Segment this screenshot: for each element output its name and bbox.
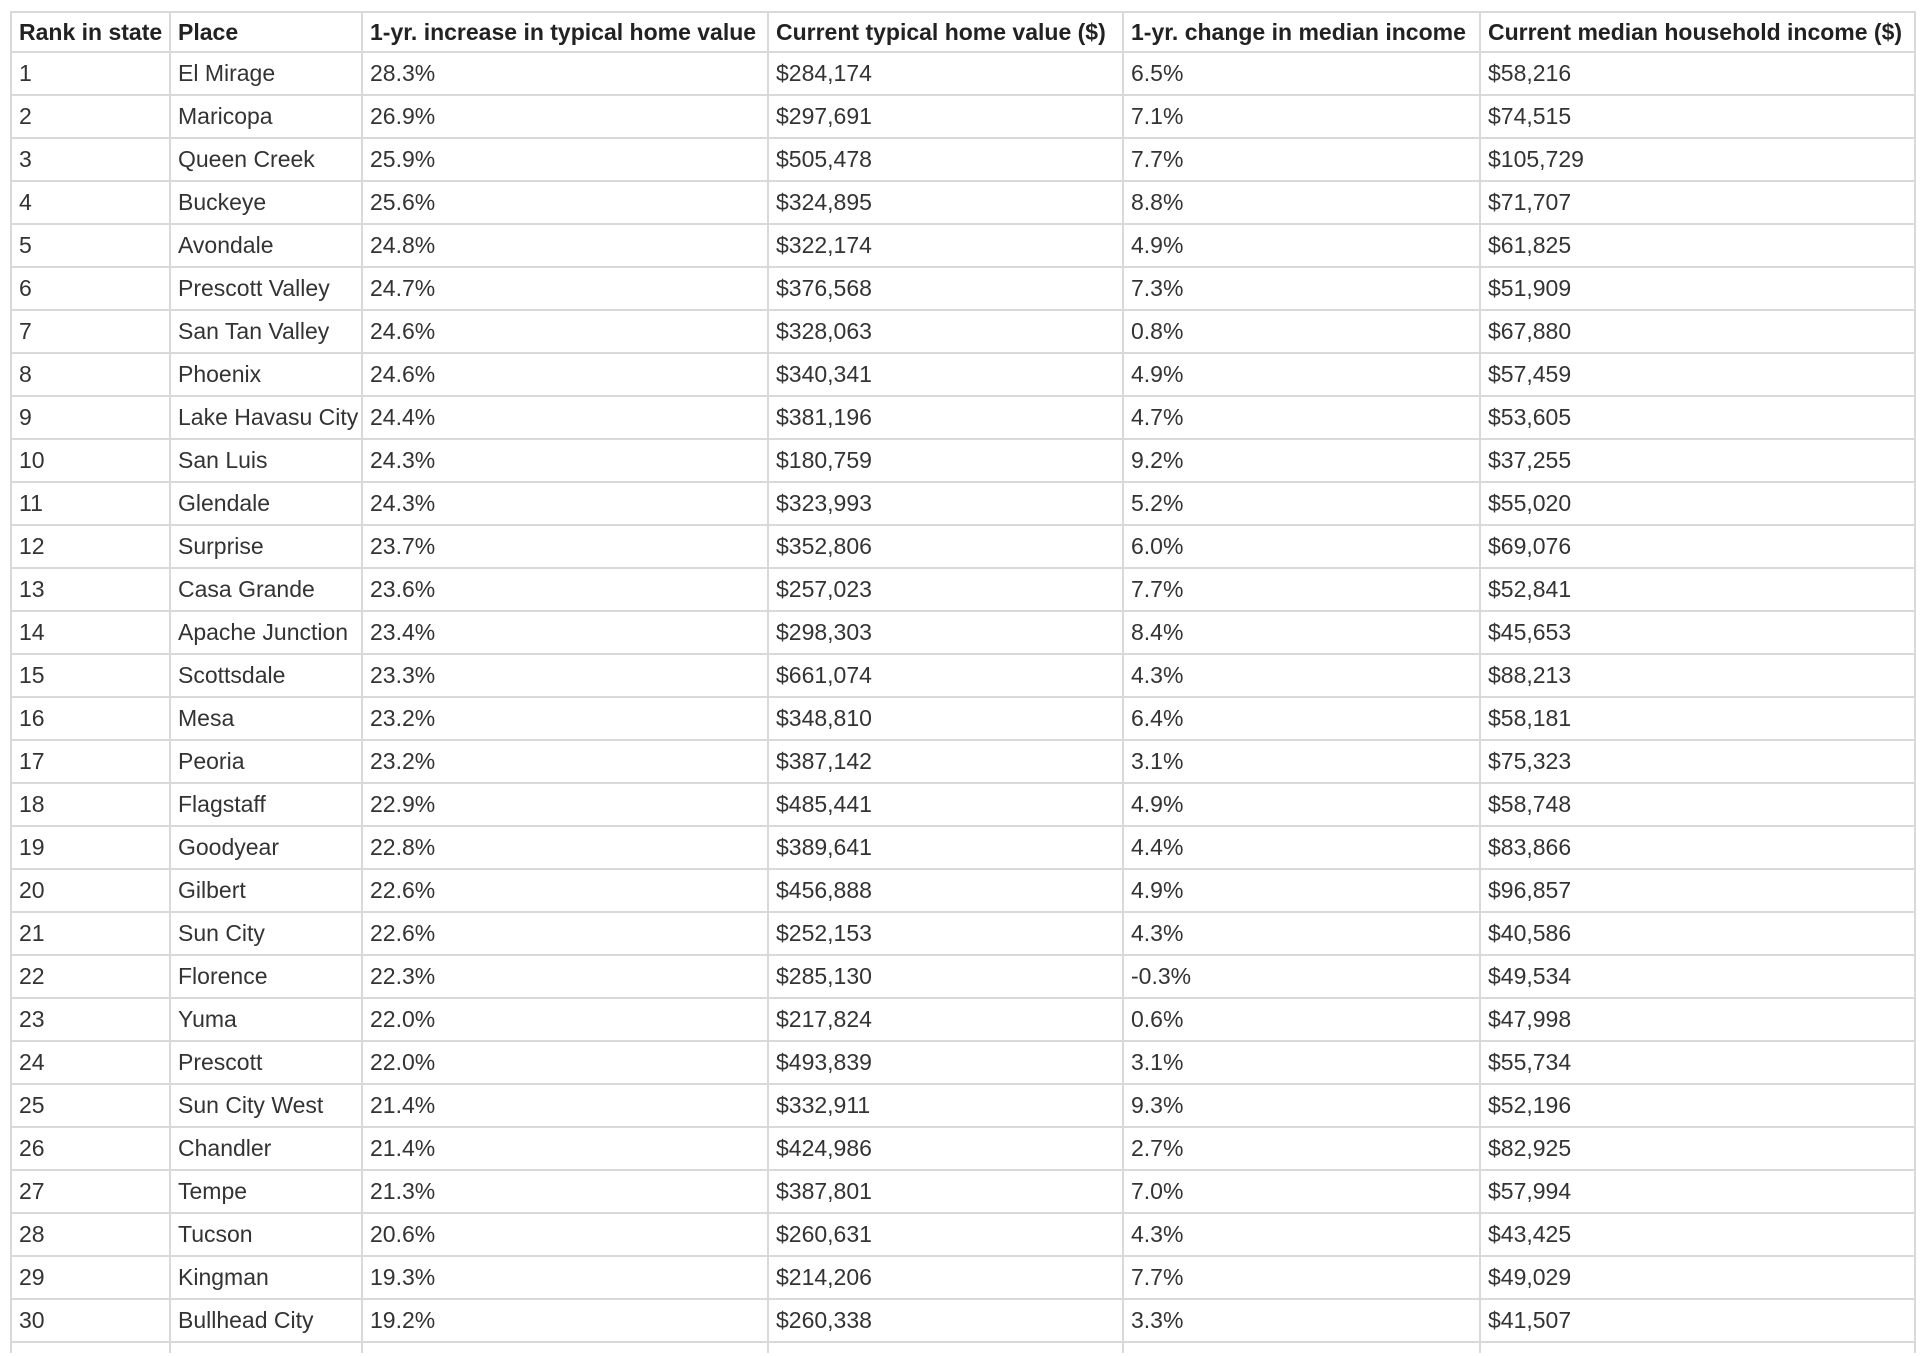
table-row [11,95,1915,138]
income-change-cell: 7.7% [1123,138,1480,181]
place-cell: Flagstaff [170,783,362,826]
rank-cell: 20 [11,869,170,912]
income-change-cell: 3.1% [1123,1041,1480,1084]
median-income-cell: $105,729 [1480,138,1915,181]
rank-cell: 5 [11,224,170,267]
home-value-cell: $493,839 [768,1041,1123,1084]
table-row [11,1084,1915,1127]
income-change-cell: 4.7% [1123,396,1480,439]
column-header-place: Place [170,12,362,52]
rank-cell: 14 [11,611,170,654]
median-income-cell: $43,425 [1480,1213,1915,1256]
median-income-cell: $71,707 [1480,181,1915,224]
home-value-cell: $332,911 [768,1084,1123,1127]
home-value-cell: $285,130 [768,955,1123,998]
home-value-increase-cell: 23.2% [362,740,768,783]
home-value-increase-cell: 22.0% [362,1041,768,1084]
median-income-cell: $61,825 [1480,224,1915,267]
place-cell: Buckeye [170,181,362,224]
home-value-increase-cell: 24.7% [362,267,768,310]
income-change-cell: 7.7% [1123,1256,1480,1299]
income-change-cell: 0.6% [1123,998,1480,1041]
rank-cell: 11 [11,482,170,525]
table-row [11,697,1915,740]
home-value-cell: $257,023 [768,568,1123,611]
table-body [11,52,1915,1353]
home-value-increase-cell: 24.3% [362,482,768,525]
median-income-cell: $52,196 [1480,1084,1915,1127]
home-value-cell: $252,153 [768,912,1123,955]
table-row [11,1170,1915,1213]
table-row [11,955,1915,998]
place-cell: San Tan Valley [170,310,362,353]
rank-cell: 22 [11,955,170,998]
place-cell: Chandler [170,1127,362,1170]
rank-cell: 24 [11,1041,170,1084]
home-value-table [10,11,1916,1353]
median-income-cell: $53,605 [1480,396,1915,439]
rank-cell: 16 [11,697,170,740]
table-row [11,138,1915,181]
income-change-cell: 8.4% [1123,611,1480,654]
table-row [11,267,1915,310]
rank-cell: 3 [11,138,170,181]
place-cell: Prescott Valley [170,267,362,310]
income-change-cell: 3.1% [1123,740,1480,783]
place-cell: Sun City West [170,1084,362,1127]
median-income-cell: $51,909 [1480,267,1915,310]
rank-cell: 17 [11,740,170,783]
income-change-cell: 7.3% [1123,267,1480,310]
income-change-cell: 4.3% [1123,1213,1480,1256]
income-change-cell: 7.0% [1123,1170,1480,1213]
income-change-cell: 0.8% [1123,310,1480,353]
home-value-cell: $260,631 [768,1213,1123,1256]
home-value-increase-cell: 25.9% [362,138,768,181]
median-income-cell: $75,323 [1480,740,1915,783]
median-income-cell: $58,216 [1480,52,1915,95]
income-change-cell: 4.9% [1123,224,1480,267]
table-row [11,52,1915,95]
home-value-increase-cell: 24.8% [362,224,768,267]
home-value-cell: $424,986 [768,1127,1123,1170]
median-income-cell: $41,507 [1480,1299,1915,1342]
table-row [11,998,1915,1041]
income-change-cell: 6.0% [1123,525,1480,568]
table-row [11,740,1915,783]
home-value-increase-cell: 24.4% [362,396,768,439]
income-change-cell: 5.2% [1123,482,1480,525]
median-income-cell: $49,534 [1480,955,1915,998]
home-value-cell: $387,801 [768,1170,1123,1213]
table-row [11,654,1915,697]
home-value-increase-cell: 23.7% [362,525,768,568]
median-income-cell: $57,994 [1480,1170,1915,1213]
income-change-cell: 2.7% [1123,1127,1480,1170]
table-row-partial [11,1342,1915,1353]
home-value-increase-cell: 24.3% [362,439,768,482]
table-row [11,525,1915,568]
home-value-cell: $389,641 [768,826,1123,869]
median-income-cell: $55,020 [1480,482,1915,525]
median-income-cell: $67,880 [1480,310,1915,353]
home-value-increase-cell: 21.4% [362,1084,768,1127]
place-cell: San Luis [170,439,362,482]
home-value-cell: $214,206 [768,1256,1123,1299]
median-income-cell: $82,925 [1480,1127,1915,1170]
median-income-cell: $57,459 [1480,353,1915,396]
place-cell: Sun City [170,912,362,955]
rank-cell: 25 [11,1084,170,1127]
median-income-cell: $49,029 [1480,1256,1915,1299]
rank-cell: 1 [11,52,170,95]
home-value-cell: $217,824 [768,998,1123,1041]
place-cell: Mesa [170,697,362,740]
rank-cell: 18 [11,783,170,826]
income-change-cell: 4.4% [1123,826,1480,869]
place-cell: Apache Junction [170,611,362,654]
home-value-increase-cell: 23.6% [362,568,768,611]
home-value-cell: $328,063 [768,310,1123,353]
rank-cell: 28 [11,1213,170,1256]
home-value-cell: $340,341 [768,353,1123,396]
income-change-cell: 6.5% [1123,52,1480,95]
home-value-cell: $381,196 [768,396,1123,439]
home-value-increase-cell: 28.3% [362,52,768,95]
place-cell: Casa Grande [170,568,362,611]
place-cell: Bullhead City [170,1299,362,1342]
home-value-cell: $376,568 [768,267,1123,310]
column-header-home-value: Current typical home value ($) [768,12,1123,52]
column-header-median-income: Current median household income ($) [1480,12,1915,52]
median-income-cell: $88,213 [1480,654,1915,697]
home-value-increase-cell: 22.0% [362,998,768,1041]
place-cell: Prescott [170,1041,362,1084]
income-change-cell: 3.3% [1123,1299,1480,1342]
rank-cell: 21 [11,912,170,955]
place-cell: Yuma [170,998,362,1041]
place-cell: Queen Creek [170,138,362,181]
table-row [11,1127,1915,1170]
median-income-cell: $52,841 [1480,568,1915,611]
table-row [11,869,1915,912]
table-row [11,1299,1915,1342]
income-change-cell: 6.4% [1123,697,1480,740]
home-value-increase-cell: 26.9% [362,95,768,138]
home-value-cell: $352,806 [768,525,1123,568]
place-cell: Scottsdale [170,654,362,697]
home-value-cell: $323,993 [768,482,1123,525]
home-value-increase-cell: 24.6% [362,310,768,353]
place-cell: Kingman [170,1256,362,1299]
home-value-cell: $298,303 [768,611,1123,654]
empty-cell [1123,1342,1480,1353]
data-table-container [10,11,1914,1353]
empty-cell [1480,1342,1915,1353]
table-row [11,396,1915,439]
home-value-increase-cell: 23.2% [362,697,768,740]
table-row [11,1041,1915,1084]
median-income-cell: $40,586 [1480,912,1915,955]
empty-cell [170,1342,362,1353]
rank-cell: 10 [11,439,170,482]
rank-cell: 27 [11,1170,170,1213]
rank-cell: 4 [11,181,170,224]
median-income-cell: $58,181 [1480,697,1915,740]
home-value-cell: $284,174 [768,52,1123,95]
column-header-income-change: 1-yr. change in median income [1123,12,1480,52]
table-row [11,611,1915,654]
rank-cell: 6 [11,267,170,310]
table-row [11,224,1915,267]
rank-cell: 26 [11,1127,170,1170]
median-income-cell: $74,515 [1480,95,1915,138]
income-change-cell: 4.9% [1123,869,1480,912]
home-value-increase-cell: 21.4% [362,1127,768,1170]
home-value-increase-cell: 23.3% [362,654,768,697]
table-row [11,912,1915,955]
income-change-cell: 7.1% [1123,95,1480,138]
income-change-cell: -0.3% [1123,955,1480,998]
empty-cell [768,1342,1123,1353]
rank-cell: 15 [11,654,170,697]
home-value-increase-cell: 22.6% [362,869,768,912]
median-income-cell: $55,734 [1480,1041,1915,1084]
table-row [11,568,1915,611]
rank-cell: 30 [11,1299,170,1342]
home-value-increase-cell: 22.6% [362,912,768,955]
table-row [11,783,1915,826]
home-value-cell: $324,895 [768,181,1123,224]
median-income-cell: $58,748 [1480,783,1915,826]
home-value-cell: $505,478 [768,138,1123,181]
place-cell: Tucson [170,1213,362,1256]
income-change-cell: 8.8% [1123,181,1480,224]
home-value-increase-cell: 22.9% [362,783,768,826]
income-change-cell: 4.3% [1123,654,1480,697]
home-value-cell: $180,759 [768,439,1123,482]
home-value-cell: $387,142 [768,740,1123,783]
empty-cell [11,1342,170,1353]
rank-cell: 29 [11,1256,170,1299]
income-change-cell: 7.7% [1123,568,1480,611]
income-change-cell: 9.3% [1123,1084,1480,1127]
table-row [11,181,1915,224]
home-value-increase-cell: 20.6% [362,1213,768,1256]
rank-cell: 19 [11,826,170,869]
median-income-cell: $83,866 [1480,826,1915,869]
income-change-cell: 4.9% [1123,353,1480,396]
home-value-cell: $322,174 [768,224,1123,267]
place-cell: Peoria [170,740,362,783]
median-income-cell: $47,998 [1480,998,1915,1041]
median-income-cell: $69,076 [1480,525,1915,568]
table-row [11,1213,1915,1256]
place-cell: Maricopa [170,95,362,138]
rank-cell: 8 [11,353,170,396]
home-value-increase-cell: 24.6% [362,353,768,396]
rank-cell: 7 [11,310,170,353]
home-value-increase-cell: 25.6% [362,181,768,224]
place-cell: Tempe [170,1170,362,1213]
column-header-rank: Rank in state [11,12,170,52]
home-value-increase-cell: 19.3% [362,1256,768,1299]
place-cell: Florence [170,955,362,998]
income-change-cell: 9.2% [1123,439,1480,482]
home-value-cell: $456,888 [768,869,1123,912]
header-row [11,12,1915,52]
median-income-cell: $45,653 [1480,611,1915,654]
home-value-increase-cell: 22.3% [362,955,768,998]
home-value-cell: $297,691 [768,95,1123,138]
median-income-cell: $37,255 [1480,439,1915,482]
rank-cell: 12 [11,525,170,568]
home-value-cell: $661,074 [768,654,1123,697]
table-row [11,1256,1915,1299]
rank-cell: 13 [11,568,170,611]
place-cell: Phoenix [170,353,362,396]
rank-cell: 9 [11,396,170,439]
rank-cell: 2 [11,95,170,138]
place-cell: Glendale [170,482,362,525]
place-cell: Lake Havasu City [170,396,362,439]
table-row [11,310,1915,353]
home-value-increase-cell: 23.4% [362,611,768,654]
home-value-cell: $485,441 [768,783,1123,826]
place-cell: Avondale [170,224,362,267]
table-row [11,826,1915,869]
home-value-increase-cell: 21.3% [362,1170,768,1213]
median-income-cell: $96,857 [1480,869,1915,912]
table-header [11,12,1915,52]
income-change-cell: 4.9% [1123,783,1480,826]
home-value-increase-cell: 22.8% [362,826,768,869]
place-cell: Surprise [170,525,362,568]
table-row [11,353,1915,396]
place-cell: Gilbert [170,869,362,912]
home-value-cell: $348,810 [768,697,1123,740]
home-value-cell: $260,338 [768,1299,1123,1342]
place-cell: Goodyear [170,826,362,869]
income-change-cell: 4.3% [1123,912,1480,955]
table-row [11,439,1915,482]
empty-cell [362,1342,768,1353]
home-value-increase-cell: 19.2% [362,1299,768,1342]
column-header-home-value-increase: 1-yr. increase in typical home value [362,12,768,52]
place-cell: El Mirage [170,52,362,95]
rank-cell: 23 [11,998,170,1041]
table-row [11,482,1915,525]
